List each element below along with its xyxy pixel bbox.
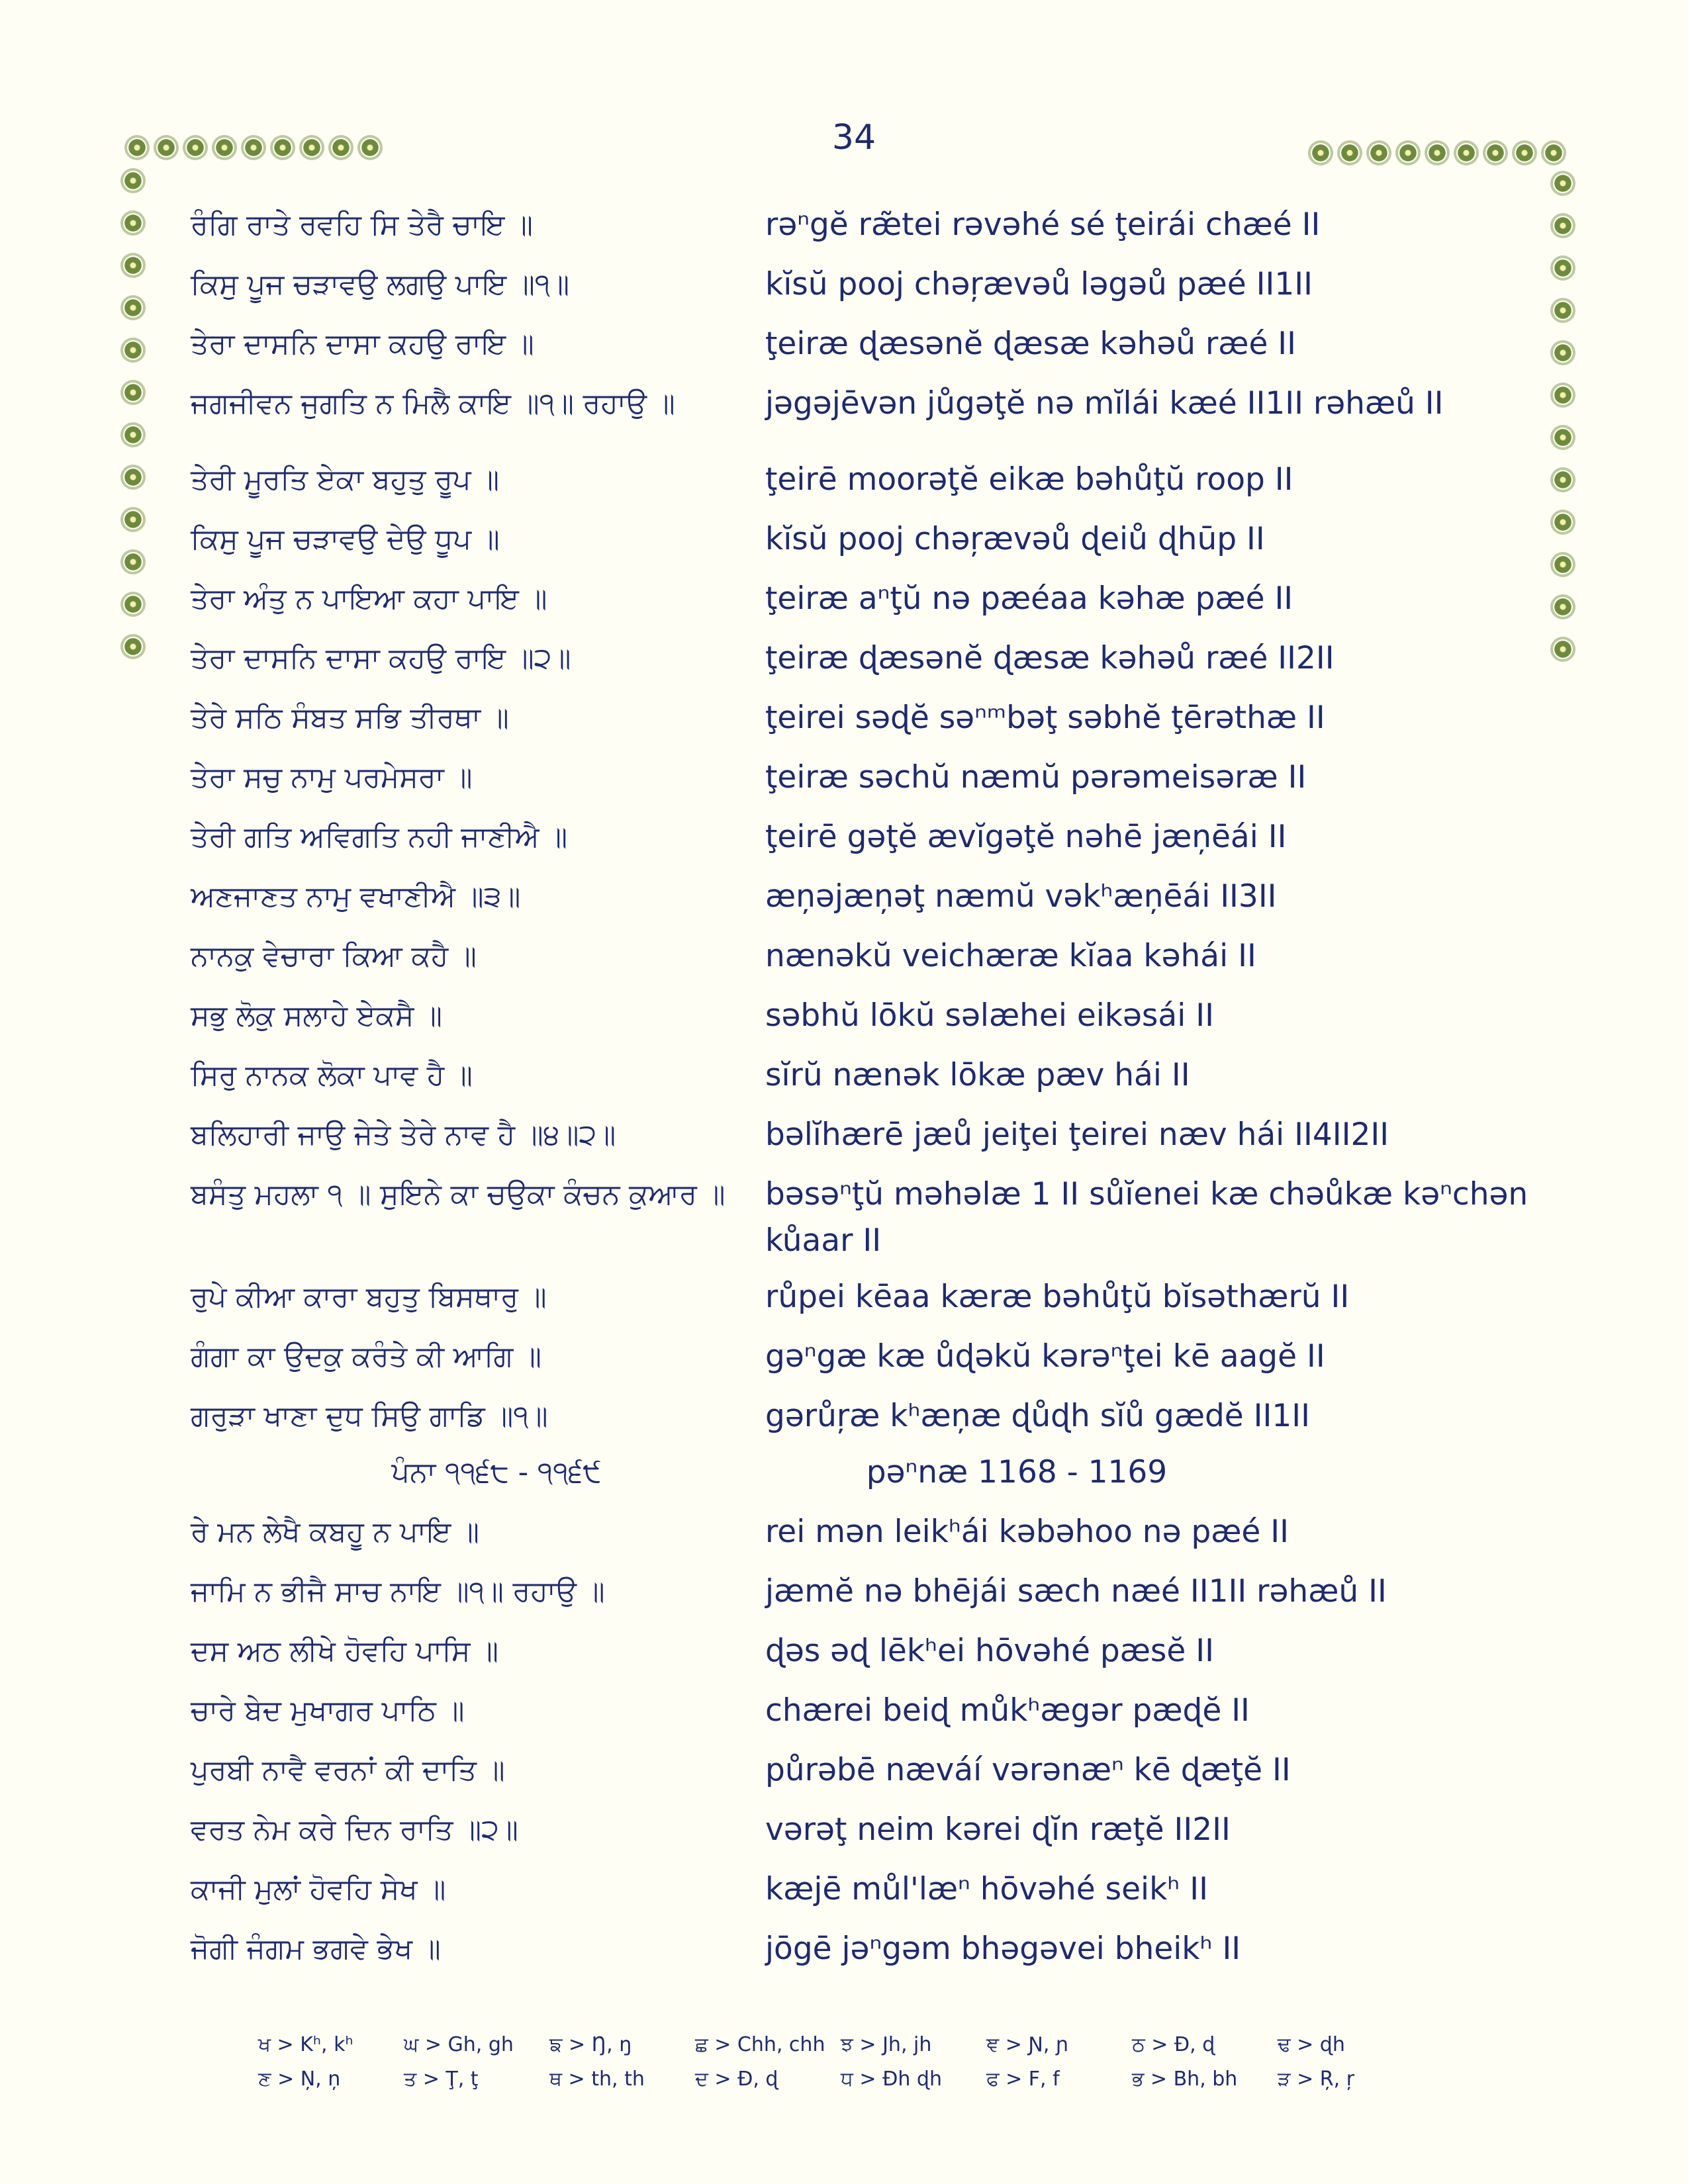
transliteration-text: ţeirē gəţĕ ævĭgəţĕ nəhē jæņēái II	[765, 819, 1287, 855]
transliteration-text: gəⁿgæ kæ ůɖəkŭ kərəⁿţei kē aagĕ II	[765, 1338, 1325, 1375]
transliteration-text: bəsəⁿţŭ məhəlæ 1 II sůĭenei kæ chəůkæ kəⁿchən kůaar II	[765, 1176, 1528, 1259]
gurmukhi-text: ਗੰਗਾ ਕਾ ਉਦਕੁ ਕਰੰਤੇ ਕੀ ਆਗਿ ॥	[191, 1340, 541, 1373]
transliteration-text: jəgəjēvən jůgəţĕ nə mĭlái kæé II1II rəhæů II	[765, 385, 1444, 422]
gurmukhi-text: ਰੰਗਿ ਰਾਤੇ ਰਵਹਿ ਸਿ ਤੇਰੈ ਚਾਇ ॥	[191, 208, 534, 242]
legend-item: ਥ > th, th	[549, 2068, 645, 2091]
transliteration-text: bəlĭhærē jæů jeiţei ţeirei næv hái II4II2II	[765, 1116, 1389, 1153]
gurmukhi-text: ਜੋਗੀ ਜੰਗਮ ਭਗਵੇ ਭੇਖ ॥	[191, 1933, 441, 1966]
legend-item: ਫ > F, f	[986, 2068, 1060, 2091]
transliteration-text: pəⁿnæ 1168 - 1169	[866, 1454, 1168, 1490]
legend-item: ਢ > ɖh	[1278, 2033, 1345, 2056]
gurmukhi-text: ਜਾਮਿ ਨ ਭੀਜੈ ਸਾਚ ਨਾਇ ॥੧॥ ਰਹਾਉ ॥	[191, 1575, 605, 1608]
legend-item: ਘ > Gh, gh	[404, 2033, 514, 2056]
gurmukhi-text: ਜਗਜੀਵਨ ਜੁਗਤਿ ਨ ਮਿਲੈ ਕਾਇ ॥੧॥ ਰਹਾਉ ॥	[191, 387, 675, 420]
transliteration-text: rəⁿgĕ ræ̃tei rəvəhé sé ţeirái chæé II	[765, 206, 1321, 243]
gurmukhi-text: ਕਿਸੁ ਪੂਜ ਚੜਾਵਉ ਲਗਉ ਪਾਇ ॥੧॥	[191, 268, 570, 301]
gurmukhi-text: ਚਾਰੇ ਬੇਦ ਮੁਖਾਗਰ ਪਾਠਿ ॥	[191, 1694, 465, 1727]
transliteration-text: gərůŗæ kʰæņæ ɖůɖh sĭů gædĕ II1II	[765, 1398, 1311, 1434]
gurmukhi-text: ਬਸੰਤੁ ਮਹਲਾ ੧ ॥ ਸੁਇਨੇ ਕਾ ਚਉਕਾ ਕੰਚਨ ਕੁਆਰ ॥	[191, 1178, 726, 1211]
transliteration-legend	[258, 2033, 1450, 2102]
legend-item: ਛ > Chh, chh	[695, 2033, 825, 2056]
transliteration-text: ţeiræ səchŭ næmŭ pərəmeisəræ II	[765, 759, 1307, 796]
transliteration-text: chærei beiɖ můkʰægər pæɖĕ II	[765, 1692, 1250, 1729]
gurmukhi-text: ਸਿਰੁ ਨਾਨਕ ਲੋਕਾ ਪਾਵ ਹੈ ॥	[191, 1059, 473, 1092]
transliteration-text: səbhŭ lōkŭ səlæhei eikəsái II	[765, 997, 1214, 1034]
gurmukhi-text: ਦਸ ਅਠ ਲੀਖੇ ਹੋਵਹਿ ਪਾਸਿ ॥	[191, 1635, 499, 1668]
gurmukhi-text: ਵਰਤ ਨੇਮ ਕਰੇ ਦਿਨ ਰਾਤਿ ॥੨॥	[191, 1813, 518, 1846]
gurmukhi-text: ਤੇਰੀ ਮੂਰਤਿ ਏਕਾ ਬਹੁਤੁ ਰੂਪ ॥	[191, 463, 500, 496]
legend-item: ਧ > Ɖh ɖh	[841, 2068, 942, 2091]
gurmukhi-text: ਰੇ ਮਨ ਲੇਖੈ ਕਬਹੂ ਨ ਪਾਇ ॥	[191, 1516, 479, 1549]
transliteration-text: ţeiræ ɖæsənĕ ɖæsæ kəhəů ræé II2II	[765, 640, 1335, 676]
transliteration-text: æņəjæņəţ næmŭ vəkʰæņēái II3II	[765, 878, 1277, 915]
gurmukhi-text: ਤੇਰੀ ਗਤਿ ਅਵਿਗਤਿ ਨਹੀ ਜਾਣੀਐ ॥	[191, 821, 568, 854]
gurmukhi-text: ਤੇਰਾ ਦਾਸਨਿ ਦਾਸਾ ਕਹਉ ਰਾਇ ॥੨॥	[191, 642, 571, 675]
transliteration-text: růpei kēaa kæræ bəhůţŭ bĭsəthærŭ II	[765, 1279, 1350, 1315]
gurmukhi-text: ਰੁਪੇ ਕੀਆ ਕਾਰਾ ਬਹੁਤੁ ਬਿਸਥਾਰੁ ॥	[191, 1281, 547, 1314]
gurmukhi-text: ਸਭੁ ਲੋਕੁ ਸਲਾਹੇ ਏਕਸੈ ॥	[191, 999, 443, 1032]
gurmukhi-text: ਤੇਰਾ ਅੰਤੁ ਨ ਪਾਇਆ ਕਹਾ ਪਾਇ ॥	[191, 582, 547, 615]
legend-row	[258, 2068, 1450, 2102]
gurmukhi-text: ਤੇਰੇ ਸਠਿ ਸੰਬਤ ਸਭਿ ਤੀਰਥਾ ॥	[191, 702, 509, 735]
gurmukhi-text: ਅਣਜਾਣਤ ਨਾਮੁ ਵਖਾਣੀਐ ॥੩॥	[191, 880, 521, 913]
transliteration-text: ţeiræ ɖæsənĕ ɖæsæ kəhəů ræé II	[765, 326, 1297, 362]
transliteration-text: rei mən leikʰái kəbəhoo nə pæé II	[765, 1514, 1289, 1550]
legend-item: ੜ > Ŗ, ŗ	[1278, 2068, 1355, 2091]
legend-item: ਙ > Ŋ, ŋ	[549, 2033, 632, 2056]
transliteration-text: vərəţ neim kərei ɖĭn ræţĕ II2II	[765, 1811, 1231, 1848]
gurmukhi-text: ਕਾਜੀ ਮੁਲਾਂ ਹੋਵਹਿ ਸੇਖ ॥	[191, 1873, 446, 1906]
transliteration-text: ɖəs əɖ lēkʰei hōvəhé pæsĕ II	[765, 1633, 1214, 1669]
transliteration-text: nænəkŭ veichæræ kĭaa kəhái II	[765, 938, 1256, 974]
legend-item: ਝ > Jh, jh	[841, 2033, 932, 2056]
transliteration-text: kĭsŭ pooj chəŗævəů ɖeiů ɖhūp II	[765, 521, 1265, 557]
gurmukhi-text: ਤੇਰਾ ਸਚੁ ਨਾਮੁ ਪਰਮੇਸਰਾ ॥	[191, 761, 473, 794]
gurmukhi-text: ਕਿਸੁ ਪੂਜ ਚੜਾਵਉ ਦੇਉ ਧੂਪ ॥	[191, 523, 500, 556]
transliteration-text: sĭrŭ nænək lōkæ pæv hái II	[765, 1057, 1190, 1093]
transliteration-text: ţeirei səɖĕ səⁿᵐbəţ səbhĕ ţērəthæ II	[765, 700, 1325, 736]
transliteration-text: jæmĕ nə bhējái sæch næé II1II rəhæů II	[765, 1573, 1387, 1610]
transliteration-text: ţeirē moorəţĕ eikæ bəhůţŭ roop II	[765, 461, 1293, 498]
page-number: 34	[831, 118, 876, 158]
gurmukhi-text: ਤੇਰਾ ਦਾਸਨਿ ਦਾਸਾ ਕਹਉ ਰਾਇ ॥	[191, 328, 534, 361]
transliteration-text: půrəbē næváí vərənæⁿ kē ɖæţĕ II	[765, 1752, 1291, 1788]
gurmukhi-text: ਗਰੁੜਾ ਖਾਣਾ ਦੁਧ ਸਿਉ ਗਾਡਿ ॥੧॥	[191, 1400, 548, 1433]
gurmukhi-text: ਬਲਿਹਾਰੀ ਜਾਉ ਜੇਤੇ ਤੇਰੇ ਨਾਵ ਹੈ ॥੪॥੨॥	[191, 1118, 616, 1152]
legend-item: ਠ > Ɖ, ɖ	[1132, 2033, 1215, 2056]
gurmukhi-text: ਪੁਰਬੀ ਨਾਵੈ ਵਰਨਾਂ ਕੀ ਦਾਤਿ ॥	[191, 1754, 505, 1787]
legend-row	[258, 2033, 1450, 2068]
legend-item: ਖ > Kʰ, kʰ	[258, 2033, 353, 2056]
gurmukhi-text: ਪੰਨਾ ੧੧੬੮ - ੧੧੬੯	[391, 1456, 602, 1489]
transliteration-text: jōgē jəⁿgəm bhəgəvei bheikʰ II	[765, 1931, 1241, 1967]
gurmukhi-text: ਨਾਨਕੁ ਵੇਚਾਰਾ ਕਿਆ ਕਹੈ ॥	[191, 940, 477, 973]
legend-item: ਭ > Bh, bh	[1132, 2068, 1238, 2091]
legend-item: ਤ > Ţ, ţ	[404, 2068, 479, 2091]
transliteration-text: kĭsŭ pooj chəŗævəů ləgəů pæé II1II	[765, 266, 1313, 302]
transliteration-text: kæjē můl'læⁿ hōvəhé seikʰ II	[765, 1871, 1208, 1907]
legend-item: ਣ > Ņ, ņ	[258, 2068, 341, 2091]
transliteration-text: ţeiræ aⁿţŭ nə pæéaa kəhæ pæé II	[765, 580, 1293, 617]
legend-item: ਞ > Ɲ, ɲ	[986, 2033, 1069, 2056]
legend-item: ਦ > Ɖ, ɖ	[695, 2068, 778, 2091]
